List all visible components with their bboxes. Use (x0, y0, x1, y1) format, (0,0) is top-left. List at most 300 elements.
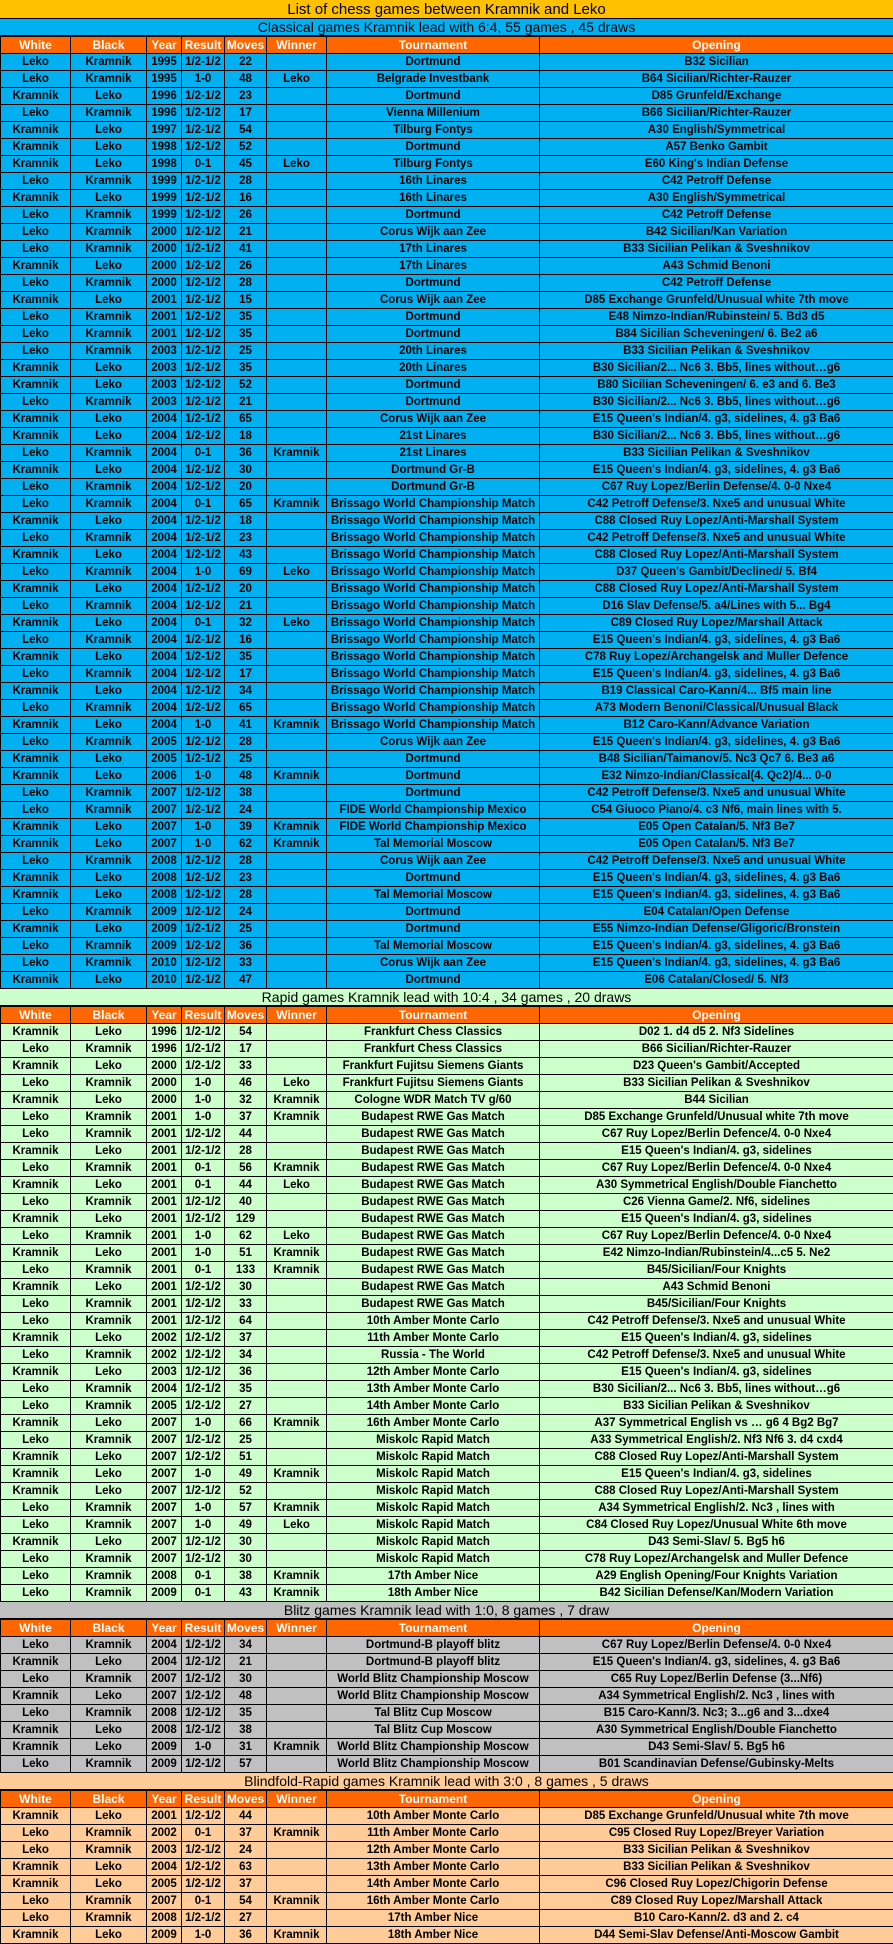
table-row (1, 632, 893, 649)
table-cell: 44 (225, 1808, 267, 1825)
table-cell: Kramnik (71, 1041, 147, 1058)
column-header: Winner (267, 1620, 327, 1637)
table-cell: Dortmund Gr-B (327, 479, 540, 496)
section-heading-blind: Blindfold-Rapid games Kramnik lead with 3:0 , 8 games , 5 draws (0, 1773, 893, 1790)
table-cell: 52 (225, 1483, 267, 1500)
table-cell: B33 Sicilian Pelikan & Sveshnikov (540, 445, 893, 462)
table-cell (267, 1432, 327, 1449)
table-cell: C96 Closed Ruy Lopez/Chigorin Defense (540, 1876, 893, 1893)
table-cell: Leko (71, 88, 147, 105)
table-row (1, 972, 893, 989)
table-cell: Kramnik (71, 1825, 147, 1842)
table-cell: 2001 (147, 1160, 182, 1177)
table-cell: Leko (71, 649, 147, 666)
table-row (1, 1910, 893, 1927)
table-cell: B45/Sicilian/Four Knights (540, 1296, 893, 1313)
table-cell: Leko (71, 836, 147, 853)
table-cell: Brissago World Championship Match (327, 700, 540, 717)
table-cell: 12th Amber Monte Carlo (327, 1364, 540, 1381)
table-cell: 43 (225, 1585, 267, 1602)
table-cell: 20th Linares (327, 343, 540, 360)
table-cell: Kramnik (71, 1637, 147, 1654)
table-cell: C42 Petroff Defense (540, 275, 893, 292)
table-cell: Dortmund (327, 870, 540, 887)
table-cell: C42 Petroff Defense/3. Nxe5 and unusual White (540, 496, 893, 513)
table-row (1, 649, 893, 666)
table-cell: A29 English Opening/Four Knights Variation (540, 1568, 893, 1585)
table-cell: 28 (225, 275, 267, 292)
table-cell: E15 Queen's Indian/4. g3, sidelines, 4. g3 Ba6 (540, 955, 893, 972)
table-cell: Leko (1, 207, 71, 224)
table-cell: 2001 (147, 1279, 182, 1296)
table-cell: Leko (1, 496, 71, 513)
table-cell: E32 Nimzo-Indian/Classical(4. Qc2)/4... 0-0 (540, 768, 893, 785)
table-cell: 51 (225, 1245, 267, 1262)
table-cell: 1-0 (182, 1075, 225, 1092)
table-cell: 1/2-1/2 (182, 649, 225, 666)
table-row (1, 1825, 893, 1842)
table-cell: 1/2-1/2 (182, 938, 225, 955)
table-cell: Leko (267, 156, 327, 173)
table-cell (267, 649, 327, 666)
table-cell: 56 (225, 1160, 267, 1177)
column-header: Winner (267, 37, 327, 54)
table-row (1, 1654, 893, 1671)
column-header: Opening (540, 37, 893, 54)
table-cell: B80 Sicilian Scheveningen/ 6. e3 and 6. Be3 (540, 377, 893, 394)
table-cell: Tal Blitz Cup Moscow (327, 1705, 540, 1722)
table-cell: Kramnik (71, 241, 147, 258)
table-cell: 1/2-1/2 (182, 683, 225, 700)
table-cell: 57 (225, 1500, 267, 1517)
table-cell: Kramnik (1, 1534, 71, 1551)
table-cell: 2002 (147, 1825, 182, 1842)
table-cell: Kramnik (1, 717, 71, 734)
table-cell: 1/2-1/2 (182, 377, 225, 394)
table-cell: 1/2-1/2 (182, 1364, 225, 1381)
table-cell: C42 Petroff Defense/3. Nxe5 and unusual White (540, 530, 893, 547)
table-cell (267, 1058, 327, 1075)
table-cell: Dortmund Gr-B (327, 462, 540, 479)
table-cell: Dortmund (327, 394, 540, 411)
table-cell: Kramnik (71, 666, 147, 683)
table-cell (267, 853, 327, 870)
table-cell: E42 Nimzo-Indian/Rubinstein/4...c5 5. Ne2 (540, 1245, 893, 1262)
table-cell: 1/2-1/2 (182, 632, 225, 649)
table-cell (267, 1688, 327, 1705)
table-cell: 36 (225, 445, 267, 462)
table-cell: 33 (225, 1058, 267, 1075)
table-cell (267, 1313, 327, 1330)
table-cell: A30 Symmetrical English/Double Fianchetto (540, 1177, 893, 1194)
table-cell: Leko (267, 71, 327, 88)
table-cell: World Blitz Championship Moscow (327, 1756, 540, 1773)
table-cell: 2004 (147, 666, 182, 683)
table-cell: 49 (225, 1466, 267, 1483)
table-cell (267, 224, 327, 241)
table-cell (267, 1381, 327, 1398)
table-cell: 47 (225, 972, 267, 989)
table-cell: E15 Queen's Indian/4. g3, sidelines, 4. g3 Ba6 (540, 1654, 893, 1671)
table-cell: Dortmund-B playoff blitz (327, 1654, 540, 1671)
table-cell: E04 Catalan/Open Defense (540, 904, 893, 921)
table-cell: Leko (1, 1705, 71, 1722)
table-cell: 2001 (147, 326, 182, 343)
table-cell: Budapest RWE Gas Match (327, 1211, 540, 1228)
table-cell: Corus Wijk aan Zee (327, 411, 540, 428)
table-cell: Leko (1, 700, 71, 717)
table-cell (267, 1842, 327, 1859)
table-cell: B84 Sicilian Scheveningen/ 6. Be2 a6 (540, 326, 893, 343)
table-cell: 2004 (147, 700, 182, 717)
table-cell (267, 632, 327, 649)
table-cell: C65 Ruy Lopez/Berlin Defense (3...Nf6) (540, 1671, 893, 1688)
table-cell (267, 1671, 327, 1688)
table-cell: 1/2-1/2 (182, 1654, 225, 1671)
table-cell (267, 1194, 327, 1211)
table-row (1, 1517, 893, 1534)
table-row (1, 564, 893, 581)
table-cell: Leko (267, 564, 327, 581)
table-cell: 1/2-1/2 (182, 666, 225, 683)
table-cell: Leko (1, 1756, 71, 1773)
table-cell: Dortmund (327, 275, 540, 292)
table-cell: Kramnik (71, 479, 147, 496)
column-header: Opening (540, 1791, 893, 1808)
table-row (1, 1705, 893, 1722)
table-cell: 35 (225, 326, 267, 343)
table-cell: Leko (71, 581, 147, 598)
table-cell: C88 Closed Ruy Lopez/Anti-Marshall System (540, 513, 893, 530)
table-cell: 0-1 (182, 1893, 225, 1910)
table-cell: Dortmund-B playoff blitz (327, 1637, 540, 1654)
table-cell: Kramnik (267, 1262, 327, 1279)
table-cell (267, 1211, 327, 1228)
table-cell: C42 Petroff Defense/3. Nxe5 and unusual White (540, 853, 893, 870)
table-cell: 34 (225, 1347, 267, 1364)
table-row (1, 496, 893, 513)
table-cell: 30 (225, 462, 267, 479)
table-cell: 64 (225, 1313, 267, 1330)
table-cell: D37 Queen's Gambit/Declined/ 5. Bf4 (540, 564, 893, 581)
table-cell: Leko (71, 1927, 147, 1944)
table-cell: 1/2-1/2 (182, 360, 225, 377)
table-cell: 38 (225, 1722, 267, 1739)
table-cell: Leko (71, 139, 147, 156)
table-cell: 38 (225, 1568, 267, 1585)
table-cell: E05 Open Catalan/5. Nf3 Be7 (540, 819, 893, 836)
table-cell (267, 598, 327, 615)
table-cell: 1/2-1/2 (182, 1126, 225, 1143)
table-cell: Leko (71, 462, 147, 479)
table-cell (267, 207, 327, 224)
table-cell: Kramnik (71, 224, 147, 241)
table-cell: D02 1. d4 d5 2. Nf3 Sidelines (540, 1024, 893, 1041)
table-cell: Kramnik (1, 1330, 71, 1347)
table-cell: 62 (225, 836, 267, 853)
table-row (1, 870, 893, 887)
table-cell: A43 Schmid Benoni (540, 258, 893, 275)
table-cell: Leko (71, 190, 147, 207)
table-cell: C67 Ruy Lopez/Berlin Defense/4. 0-0 Nxe4 (540, 479, 893, 496)
table-cell: 0-1 (182, 1568, 225, 1585)
table-cell: 33 (225, 955, 267, 972)
table-cell: 21 (225, 224, 267, 241)
table-cell: 63 (225, 1859, 267, 1876)
table-cell: Leko (1, 1825, 71, 1842)
table-cell: 2008 (147, 1910, 182, 1927)
table-cell: 2009 (147, 1585, 182, 1602)
table-cell: Kramnik (1, 1177, 71, 1194)
table-cell: Kramnik (71, 530, 147, 547)
table-cell: 1/2-1/2 (182, 190, 225, 207)
table-cell: Frankfurt Fujitsu Siemens Giants (327, 1058, 540, 1075)
table-cell: 1-0 (182, 1927, 225, 1944)
games-table-blind (0, 1790, 893, 1944)
table-cell: 1/2-1/2 (182, 513, 225, 530)
table-cell: Miskolc Rapid Match (327, 1517, 540, 1534)
table-cell: 1/2-1/2 (182, 547, 225, 564)
table-cell: 2004 (147, 1381, 182, 1398)
table-cell: Kramnik (1, 139, 71, 156)
table-cell: 1/2-1/2 (182, 802, 225, 819)
table-cell: Budapest RWE Gas Match (327, 1245, 540, 1262)
table-row (1, 1143, 893, 1160)
table-cell: 2007 (147, 1893, 182, 1910)
table-cell: 1/2-1/2 (182, 292, 225, 309)
table-cell: 2001 (147, 1194, 182, 1211)
table-cell: Kramnik (71, 1842, 147, 1859)
table-cell: 2007 (147, 1688, 182, 1705)
table-cell: C42 Petroff Defense/3. Nxe5 and unusual White (540, 785, 893, 802)
table-cell: C67 Ruy Lopez/Berlin Defence/4. 0-0 Nxe4 (540, 1228, 893, 1245)
table-cell: 65 (225, 411, 267, 428)
table-cell: 2001 (147, 1245, 182, 1262)
table-cell: Kramnik (1, 1024, 71, 1041)
table-row (1, 1859, 893, 1876)
table-cell: 2007 (147, 836, 182, 853)
table-cell: Dortmund (327, 768, 540, 785)
table-cell: Corus Wijk aan Zee (327, 734, 540, 751)
table-cell: Kramnik (1, 972, 71, 989)
column-header: Black (71, 1007, 147, 1024)
table-cell: 48 (225, 768, 267, 785)
table-cell: B42 Sicilian/Kan Variation (540, 224, 893, 241)
table-cell: Kramnik (1, 819, 71, 836)
table-cell: Leko (71, 513, 147, 530)
table-cell: 40 (225, 1194, 267, 1211)
table-cell: Kramnik (71, 445, 147, 462)
table-cell: Kramnik (1, 1364, 71, 1381)
table-cell: Leko (1, 224, 71, 241)
table-cell (267, 802, 327, 819)
table-cell: 23 (225, 530, 267, 547)
table-cell: 0-1 (182, 496, 225, 513)
table-cell: C67 Ruy Lopez/Berlin Defense/4. 0-0 Nxe4 (540, 1637, 893, 1654)
table-cell: C67 Ruy Lopez/Berlin Defence/4. 0-0 Nxe4 (540, 1160, 893, 1177)
table-cell: Leko (71, 1739, 147, 1756)
table-cell: E15 Queen's Indian/4. g3, sidelines, 4. g3 Ba6 (540, 411, 893, 428)
table-cell: Brissago World Championship Match (327, 564, 540, 581)
table-cell: Vienna Millenium (327, 105, 540, 122)
table-cell: Leko (1, 1910, 71, 1927)
table-cell: Leko (71, 1449, 147, 1466)
table-cell: Kramnik (71, 1893, 147, 1910)
section-heading-classical: Classical games Kramnik lead with 6:4, 55 games , 45 draws (0, 19, 893, 36)
table-cell: Kramnik (71, 1551, 147, 1568)
table-cell: Kramnik (267, 1585, 327, 1602)
table-cell: 28 (225, 734, 267, 751)
table-cell: Kramnik (71, 1398, 147, 1415)
table-cell: Leko (71, 1466, 147, 1483)
table-cell: 2005 (147, 751, 182, 768)
table-cell: Leko (1, 54, 71, 71)
table-cell: Leko (71, 122, 147, 139)
table-cell: 2004 (147, 581, 182, 598)
table-cell: 16th Amber Monte Carlo (327, 1893, 540, 1910)
table-cell: 13th Amber Monte Carlo (327, 1381, 540, 1398)
table-cell: Budapest RWE Gas Match (327, 1228, 540, 1245)
table-cell: 2007 (147, 1551, 182, 1568)
table-cell: 1997 (147, 122, 182, 139)
table-cell: 2001 (147, 292, 182, 309)
table-cell: Kramnik (1, 156, 71, 173)
table-row (1, 1330, 893, 1347)
table-cell: Leko (1, 1432, 71, 1449)
table-cell: Kramnik (71, 496, 147, 513)
column-header: Opening (540, 1620, 893, 1637)
table-cell: Kramnik (1, 1808, 71, 1825)
table-cell: 2005 (147, 734, 182, 751)
table-row (1, 530, 893, 547)
table-row (1, 1432, 893, 1449)
table-cell: Leko (1, 1160, 71, 1177)
table-cell: 1/2-1/2 (182, 1313, 225, 1330)
table-cell: 16 (225, 632, 267, 649)
table-cell: Kramnik (267, 1500, 327, 1517)
table-cell: Kramnik (267, 1415, 327, 1432)
column-header: Year (147, 1007, 182, 1024)
table-cell: 2007 (147, 819, 182, 836)
table-cell: Kramnik (1, 1722, 71, 1739)
table-cell: 18 (225, 428, 267, 445)
table-cell: Leko (1, 445, 71, 462)
table-cell: 2004 (147, 717, 182, 734)
table-cell: Leko (1, 1517, 71, 1534)
table-cell: 37 (225, 1876, 267, 1893)
table-cell: Leko (267, 615, 327, 632)
table-header-row (1, 1007, 893, 1024)
table-cell: Leko (1, 1671, 71, 1688)
table-cell: 2000 (147, 1075, 182, 1092)
column-header: Tournament (327, 1791, 540, 1808)
table-cell: Leko (1, 1313, 71, 1330)
table-cell: 0-1 (182, 1177, 225, 1194)
table-cell: 54 (225, 122, 267, 139)
table-cell: 37 (225, 1825, 267, 1842)
table-cell: Kramnik (1, 292, 71, 309)
column-header: Moves (225, 1007, 267, 1024)
table-cell: 1/2-1/2 (182, 122, 225, 139)
table-cell: Kramnik (1, 615, 71, 632)
table-cell (267, 275, 327, 292)
table-cell: Leko (71, 1534, 147, 1551)
table-cell: C42 Petroff Defense/3. Nxe5 and unusual White (540, 1313, 893, 1330)
table-cell: 17th Amber Nice (327, 1910, 540, 1927)
table-cell (267, 1449, 327, 1466)
table-cell: Miskolc Rapid Match (327, 1432, 540, 1449)
table-cell: C42 Petroff Defense/3. Nxe5 and unusual White (540, 1347, 893, 1364)
table-cell: Leko (1, 802, 71, 819)
table-cell: Dortmund (327, 309, 540, 326)
table-cell: Leko (71, 1279, 147, 1296)
table-cell: B30 Sicilian/2... Nc6 3. Bb5, lines without…g6 (540, 360, 893, 377)
table-cell: World Blitz Championship Moscow (327, 1671, 540, 1688)
table-cell: 0-1 (182, 1160, 225, 1177)
column-header: White (1, 1007, 71, 1024)
table-cell: 1/2-1/2 (182, 326, 225, 343)
table-cell: 1/2-1/2 (182, 275, 225, 292)
table-cell: Kramnik (71, 1756, 147, 1773)
table-cell: 22 (225, 54, 267, 71)
table-cell: Corus Wijk aan Zee (327, 224, 540, 241)
table-cell: Leko (71, 972, 147, 989)
table-cell: Miskolc Rapid Match (327, 1483, 540, 1500)
table-cell: 14th Amber Monte Carlo (327, 1398, 540, 1415)
table-row (1, 88, 893, 105)
table-cell: Kramnik (71, 904, 147, 921)
table-row (1, 309, 893, 326)
table-cell: E15 Queen's Indian/4. g3, sidelines, 4. g3 Ba6 (540, 887, 893, 904)
table-cell: D85 Grunfeld/Exchange (540, 88, 893, 105)
table-row (1, 1194, 893, 1211)
table-cell: Kramnik (71, 700, 147, 717)
table-cell: E15 Queen's Indian/4. g3, sidelines, 4. g3 Ba6 (540, 666, 893, 683)
table-cell: Leko (1, 1347, 71, 1364)
table-cell: 1/2-1/2 (182, 1705, 225, 1722)
table-cell: 32 (225, 615, 267, 632)
table-row (1, 853, 893, 870)
table-cell: Leko (1, 1551, 71, 1568)
table-cell: 1/2-1/2 (182, 598, 225, 615)
table-row (1, 836, 893, 853)
table-cell: Kramnik (1, 1415, 71, 1432)
table-cell: D43 Semi-Slav/ 5. Bg5 h6 (540, 1534, 893, 1551)
table-cell (267, 530, 327, 547)
table-cell: B33 Sicilian Pelikan & Sveshnikov (540, 1859, 893, 1876)
table-cell: 129 (225, 1211, 267, 1228)
table-cell (267, 1296, 327, 1313)
table-cell: Kramnik (1, 1876, 71, 1893)
table-cell: 1/2-1/2 (182, 1722, 225, 1739)
table-cell: 13th Amber Monte Carlo (327, 1859, 540, 1876)
table-cell: 2001 (147, 1262, 182, 1279)
table-cell: 18th Amber Nice (327, 1585, 540, 1602)
table-cell: B12 Caro-Kann/Advance Variation (540, 717, 893, 734)
section-heading-rapid: Rapid games Kramnik lead with 10:4 , 34 games , 20 draws (0, 989, 893, 1006)
table-header-row (1, 1620, 893, 1637)
table-cell: A30 English/Symmetrical (540, 122, 893, 139)
table-cell (267, 683, 327, 700)
table-cell: Leko (71, 411, 147, 428)
table-cell: 1996 (147, 105, 182, 122)
table-cell: Kramnik (71, 1313, 147, 1330)
table-cell: Kramnik (267, 1825, 327, 1842)
table-cell: E15 Queen's Indian/4. g3, sidelines (540, 1364, 893, 1381)
table-row (1, 1075, 893, 1092)
table-cell: 2006 (147, 768, 182, 785)
table-cell: 14th Amber Monte Carlo (327, 1876, 540, 1893)
